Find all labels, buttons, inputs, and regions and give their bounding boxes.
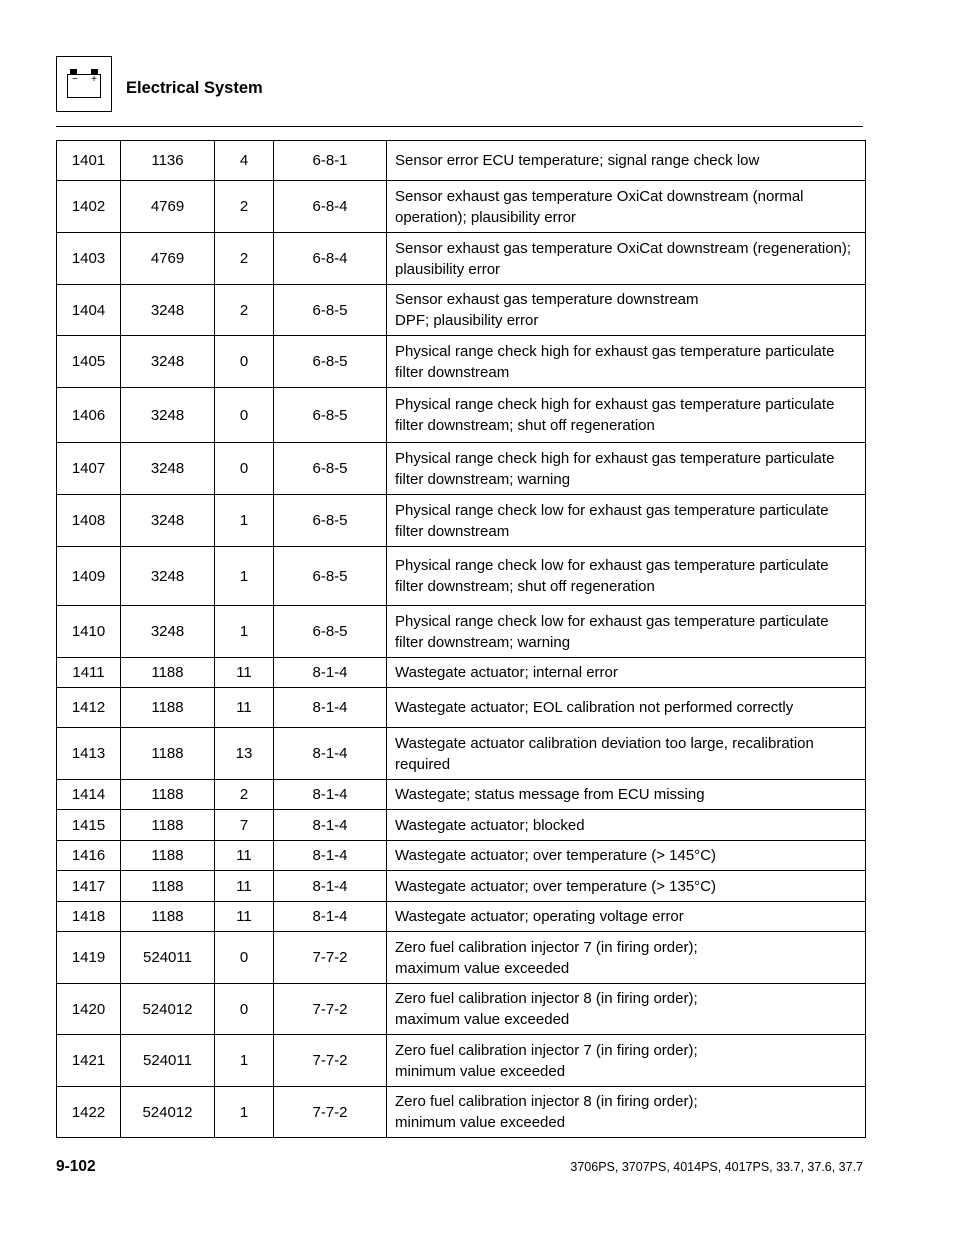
table-row — [57, 233, 866, 285]
description-cell: Wastegate; status message from ECU missing — [387, 780, 866, 810]
fmi-cell: 11 — [215, 841, 274, 871]
section-title: Electrical System — [126, 79, 263, 97]
spn-cell: 1188 — [121, 902, 215, 932]
spn-cell: 524012 — [121, 1087, 215, 1138]
fmi-cell: 13 — [215, 728, 274, 780]
fmi-cell: 1 — [215, 1035, 274, 1087]
description-cell: Zero fuel calibration injector 8 (in firing order); minimum value exceeded — [387, 1087, 866, 1138]
description-cell: Wastegate actuator; over temperature (> 145°C) — [387, 841, 866, 871]
spn-cell: 3248 — [121, 547, 215, 606]
section-icon-box — [56, 56, 112, 112]
code-cell: 1422 — [57, 1087, 121, 1138]
code-cell: 1412 — [57, 688, 121, 728]
fmi-cell: 11 — [215, 871, 274, 902]
blink-code-cell: 8-1-4 — [274, 658, 387, 688]
blink-code-cell: 6-8-5 — [274, 606, 387, 658]
code-cell: 1420 — [57, 984, 121, 1035]
battery-icon: − + — [67, 74, 101, 98]
spn-cell: 524012 — [121, 984, 215, 1035]
fmi-cell: 1 — [215, 547, 274, 606]
fmi-cell: 0 — [215, 336, 274, 388]
description-cell: Physical range check low for exhaust gas temperature particulate filter downstream; warning — [387, 606, 866, 658]
spn-cell: 4769 — [121, 181, 215, 233]
description-cell: Physical range check low for exhaust gas temperature particulate filter downstream — [387, 495, 866, 547]
table-row — [57, 141, 866, 181]
table-row — [57, 780, 866, 810]
blink-code-cell: 8-1-4 — [274, 871, 387, 902]
code-cell: 1417 — [57, 871, 121, 902]
table-row — [57, 902, 866, 932]
blink-code-cell: 6-8-4 — [274, 181, 387, 233]
blink-code-cell: 6-8-5 — [274, 388, 387, 443]
blink-code-cell: 7-7-2 — [274, 984, 387, 1035]
fmi-cell: 2 — [215, 285, 274, 336]
fmi-cell: 0 — [215, 443, 274, 495]
fmi-cell: 1 — [215, 606, 274, 658]
table-row — [57, 443, 866, 495]
spn-cell: 1188 — [121, 780, 215, 810]
table-row — [57, 688, 866, 728]
description-cell: Sensor exhaust gas temperature OxiCat downstream (normal operation); plausibility error — [387, 181, 866, 233]
blink-code-cell: 6-8-5 — [274, 547, 387, 606]
fault-code-table — [56, 140, 866, 1138]
description-cell: Physical range check high for exhaust gas temperature particulate filter downstream; warning — [387, 443, 866, 495]
code-cell: 1419 — [57, 932, 121, 984]
blink-code-cell: 6-8-5 — [274, 285, 387, 336]
description-cell: Wastegate actuator; operating voltage error — [387, 902, 866, 932]
blink-code-cell: 8-1-4 — [274, 810, 387, 841]
spn-cell: 1188 — [121, 728, 215, 780]
code-cell: 1403 — [57, 233, 121, 285]
model-list: 3706PS, 3707PS, 4014PS, 4017PS, 33.7, 37.6, 37.7 — [570, 1160, 863, 1174]
description-cell: Zero fuel calibration injector 8 (in firing order); maximum value exceeded — [387, 984, 866, 1035]
code-cell: 1409 — [57, 547, 121, 606]
spn-cell: 1188 — [121, 841, 215, 871]
table-row — [57, 841, 866, 871]
blink-code-cell: 6-8-4 — [274, 233, 387, 285]
blink-code-cell: 6-8-5 — [274, 495, 387, 547]
fmi-cell: 1 — [215, 495, 274, 547]
spn-cell: 3248 — [121, 285, 215, 336]
code-cell: 1410 — [57, 606, 121, 658]
code-cell: 1411 — [57, 658, 121, 688]
table-row — [57, 932, 866, 984]
code-cell: 1416 — [57, 841, 121, 871]
table-row — [57, 388, 866, 443]
spn-cell: 524011 — [121, 932, 215, 984]
code-cell: 1408 — [57, 495, 121, 547]
table-row — [57, 984, 866, 1035]
code-cell: 1405 — [57, 336, 121, 388]
description-cell: Wastegate actuator; over temperature (> 135°C) — [387, 871, 866, 902]
spn-cell: 1188 — [121, 810, 215, 841]
description-cell: Wastegate actuator calibration deviation too large, recalibration required — [387, 728, 866, 780]
page-number: 9-102 — [56, 1158, 96, 1175]
code-cell: 1415 — [57, 810, 121, 841]
fmi-cell: 2 — [215, 780, 274, 810]
table-row — [57, 1087, 866, 1138]
code-cell: 1404 — [57, 285, 121, 336]
blink-code-cell: 7-7-2 — [274, 932, 387, 984]
code-cell: 1401 — [57, 141, 121, 181]
description-cell: Wastegate actuator; EOL calibration not performed correctly — [387, 688, 866, 728]
table-row — [57, 336, 866, 388]
spn-cell: 1188 — [121, 688, 215, 728]
code-cell: 1407 — [57, 443, 121, 495]
table-row — [57, 285, 866, 336]
blink-code-cell: 6-8-5 — [274, 336, 387, 388]
spn-cell: 3248 — [121, 388, 215, 443]
blink-code-cell: 6-8-5 — [274, 443, 387, 495]
table-row — [57, 658, 866, 688]
table-row — [57, 871, 866, 902]
description-cell: Physical range check high for exhaust gas temperature particulate filter downstream; shut off regeneration — [387, 388, 866, 443]
fmi-cell: 0 — [215, 388, 274, 443]
spn-cell: 524011 — [121, 1035, 215, 1087]
fmi-cell: 0 — [215, 984, 274, 1035]
spn-cell: 1136 — [121, 141, 215, 181]
code-cell: 1421 — [57, 1035, 121, 1087]
blink-code-cell: 8-1-4 — [274, 688, 387, 728]
blink-code-cell: 8-1-4 — [274, 780, 387, 810]
code-cell: 1406 — [57, 388, 121, 443]
spn-cell: 3248 — [121, 336, 215, 388]
fmi-cell: 4 — [215, 141, 274, 181]
fmi-cell: 11 — [215, 902, 274, 932]
fmi-cell: 11 — [215, 688, 274, 728]
fmi-cell: 1 — [215, 1087, 274, 1138]
table-row — [57, 606, 866, 658]
spn-cell: 3248 — [121, 443, 215, 495]
table-row — [57, 181, 866, 233]
fmi-cell: 7 — [215, 810, 274, 841]
fmi-cell: 0 — [215, 932, 274, 984]
blink-code-cell: 6-8-1 — [274, 141, 387, 181]
blink-code-cell: 8-1-4 — [274, 728, 387, 780]
blink-code-cell: 7-7-2 — [274, 1087, 387, 1138]
table-row — [57, 810, 866, 841]
table-body — [57, 141, 866, 1138]
blink-code-cell: 7-7-2 — [274, 1035, 387, 1087]
description-cell: Physical range check low for exhaust gas temperature particulate filter downstream; shut off regeneration — [387, 547, 866, 606]
table-row — [57, 495, 866, 547]
description-cell: Physical range check high for exhaust gas temperature particulate filter downstream — [387, 336, 866, 388]
description-cell: Sensor exhaust gas temperature downstream DPF; plausibility error — [387, 285, 866, 336]
header-divider — [56, 126, 863, 127]
blink-code-cell: 8-1-4 — [274, 841, 387, 871]
spn-cell: 4769 — [121, 233, 215, 285]
spn-cell: 3248 — [121, 495, 215, 547]
fmi-cell: 2 — [215, 181, 274, 233]
table-row — [57, 547, 866, 606]
table-row — [57, 1035, 866, 1087]
description-cell: Wastegate actuator; blocked — [387, 810, 866, 841]
spn-cell: 3248 — [121, 606, 215, 658]
table-row — [57, 728, 866, 780]
description-cell: Wastegate actuator; internal error — [387, 658, 866, 688]
code-cell: 1414 — [57, 780, 121, 810]
spn-cell: 1188 — [121, 658, 215, 688]
fmi-cell: 11 — [215, 658, 274, 688]
blink-code-cell: 8-1-4 — [274, 902, 387, 932]
code-cell: 1402 — [57, 181, 121, 233]
code-cell: 1418 — [57, 902, 121, 932]
description-cell: Zero fuel calibration injector 7 (in firing order); minimum value exceeded — [387, 1035, 866, 1087]
spn-cell: 1188 — [121, 871, 215, 902]
description-cell: Sensor exhaust gas temperature OxiCat downstream (regeneration); plausibility error — [387, 233, 866, 285]
description-cell: Sensor error ECU temperature; signal range check low — [387, 141, 866, 181]
description-cell: Zero fuel calibration injector 7 (in firing order); maximum value exceeded — [387, 932, 866, 984]
code-cell: 1413 — [57, 728, 121, 780]
fmi-cell: 2 — [215, 233, 274, 285]
